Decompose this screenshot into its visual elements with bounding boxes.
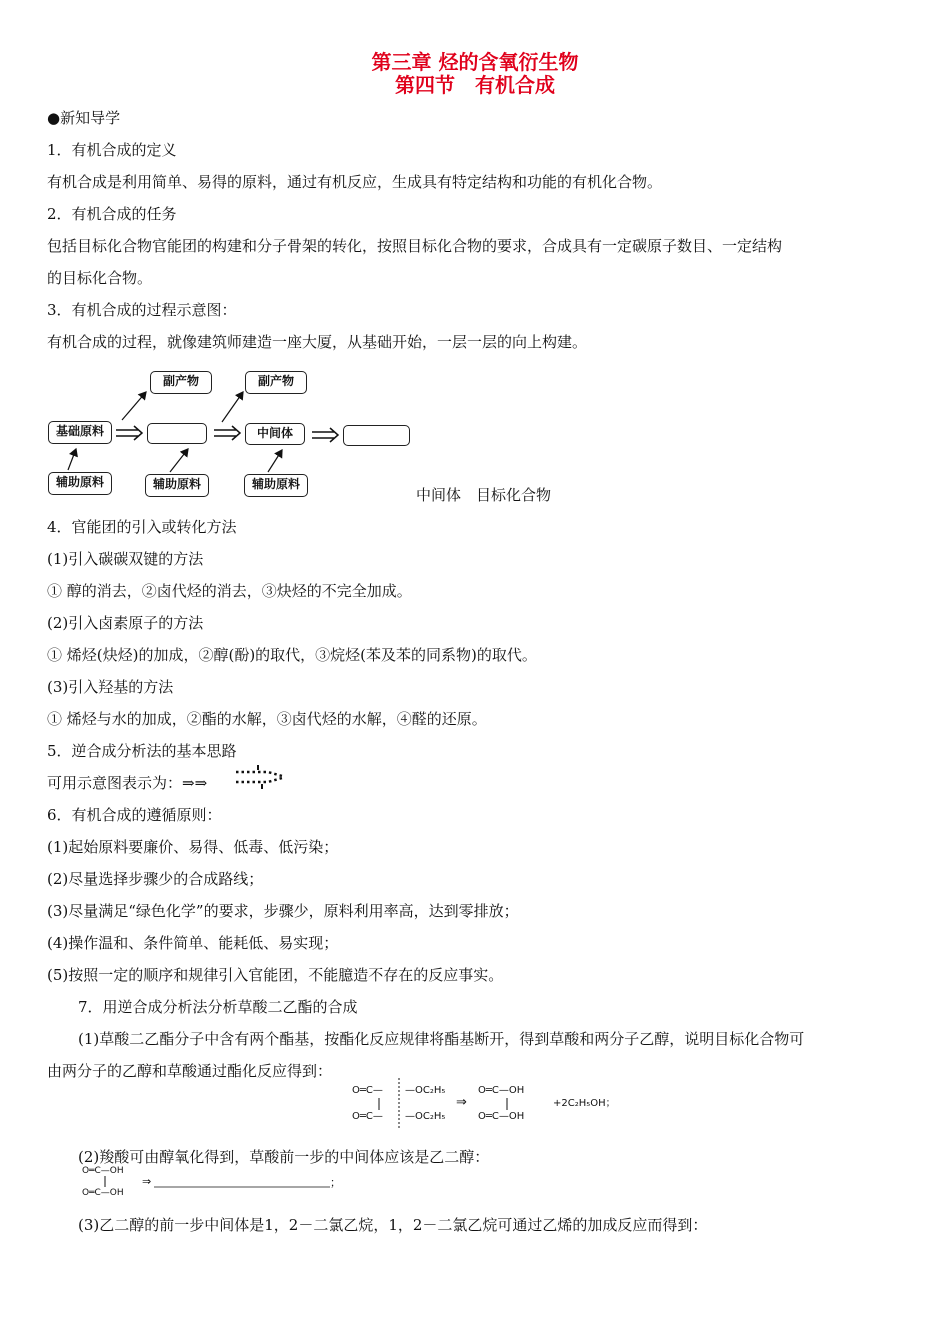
principle-3: (3)尽量满足“绿色化学”的要求，步骤少，原料利用率高，达到零排放； xyxy=(47,902,519,920)
chapter-title: 第三章 烃的含氧衍生物 xyxy=(371,50,579,74)
by-product-box-1: 副产物 xyxy=(150,371,212,394)
text-oxalate-1: (1)草酸二乙酯分子中含有两个酯基，按酯化反应规律将酯基断开，得到草酸和两分子乙醇，说明目标化合物可 xyxy=(78,1030,805,1048)
text-dichloroethane: (3)乙二醇的前一步中间体是1，2－二氯乙烷，1，2－二氯乙烷可通过乙烯的加成反应而得到： xyxy=(78,1216,708,1234)
principle-1: (1)起始原料要廉价、易得、低毒、低污染； xyxy=(47,838,339,856)
principle-5: (5)按照一定的顺序和规律引入官能团，不能臆造不存在的反应事实。 xyxy=(47,966,504,984)
heading-hydroxyl: (3)引入羟基的方法 xyxy=(47,678,174,696)
heading-oxalate: 7．用逆合成分析法分析草酸二乙酯的合成 xyxy=(78,998,358,1016)
text-halogen: ① 烯烃(炔烃)的加成，②醇(酚)的取代，③烷烃(苯及苯的同系物)的取代。 xyxy=(47,646,537,664)
section-title: 第四节 有机合成 xyxy=(395,73,555,97)
ethanol-product: +2C₂H₅OH； xyxy=(553,1098,616,1109)
heading-retrosynthesis: 5．逆合成分析法的基本思路 xyxy=(47,742,237,760)
acid-top: O═C—OH xyxy=(478,1085,525,1096)
heading-process: 3．有机合成的过程示意图： xyxy=(47,301,237,319)
heading-halogen: (2)引入卤素原子的方法 xyxy=(47,614,204,632)
text-oxalate-2: 由两分子的乙醇和草酸通过酯化反应得到： xyxy=(47,1062,333,1080)
text-task-2: 的目标化合物。 xyxy=(47,269,153,287)
principle-4: (4)操作温和、条件简单、能耗低、易实现； xyxy=(47,934,339,952)
text-glycol: (2)羧酸可由醇氧化得到，草酸前一步的中间体应该是乙二醇： xyxy=(78,1148,490,1166)
principle-2: (2)尽量选择步骤少的合成路线； xyxy=(47,870,264,888)
text-process: 有机合成的过程，就像建筑师建造一座大厦，从基础开始，一层一层的向上构建。 xyxy=(47,333,588,351)
acid-bottom: O═C—OH xyxy=(478,1111,525,1122)
ester-top-left: O═C— xyxy=(352,1085,383,1096)
text-retrosynthesis-scheme: 可用示意图表示为：⇒⇒ xyxy=(47,774,208,792)
intermediate-box: 中间体 xyxy=(245,423,305,445)
aux-material-box-2: 辅助原料 xyxy=(145,474,209,497)
aux-material-box-1: 辅助原料 xyxy=(48,472,112,495)
acid2-bottom: O═C—OH xyxy=(82,1188,124,1198)
heading-double-bond: (1)引入碳碳双键的方法 xyxy=(47,550,204,568)
diagram-caption: 中间体 目标化合物 xyxy=(416,486,552,504)
heading-functional-groups: 4．官能团的引入或转化方法 xyxy=(47,518,237,536)
acid2-top: O═C—OH xyxy=(82,1166,124,1176)
text-definition: 有机合成是利用简单、易得的原料，通过有机反应，生成具有特定结构和功能的有机化合物。 xyxy=(47,173,663,191)
text-hydroxyl: ① 烯烃与水的加成，②酯的水解，③卤代烃的水解，④醛的还原。 xyxy=(47,710,487,728)
equation2-end: ； xyxy=(330,1176,341,1189)
ester-bottom-left: O═C— xyxy=(352,1111,383,1122)
aux-material-box-3: 辅助原料 xyxy=(244,474,308,497)
by-product-box-2: 副产物 xyxy=(245,371,307,394)
ester-bottom-right: —OC₂H₅ xyxy=(405,1111,446,1122)
equation2-arrow: ⇒ xyxy=(142,1175,152,1188)
new-knowledge-heading: ●新知导学 xyxy=(47,109,121,127)
heading-definition: 1．有机合成的定义 xyxy=(47,141,177,159)
ester-top-right: —OC₂H₅ xyxy=(405,1085,446,1096)
equation1-arrow: ⇒ xyxy=(456,1095,467,1110)
heading-principles: 6．有机合成的遵循原则： xyxy=(47,806,222,824)
text-task-1: 包括目标化合物官能团的构建和分子骨架的转化，按照目标化合物的要求，合成具有一定碳原子数目、一定结构 xyxy=(47,237,783,255)
base-material-box: 基础原料 xyxy=(48,421,112,444)
text-double-bond: ① 醇的消去，②卤代烃的消去，③炔烃的不完全加成。 xyxy=(47,582,412,600)
heading-task: 2．有机合成的任务 xyxy=(47,205,177,223)
